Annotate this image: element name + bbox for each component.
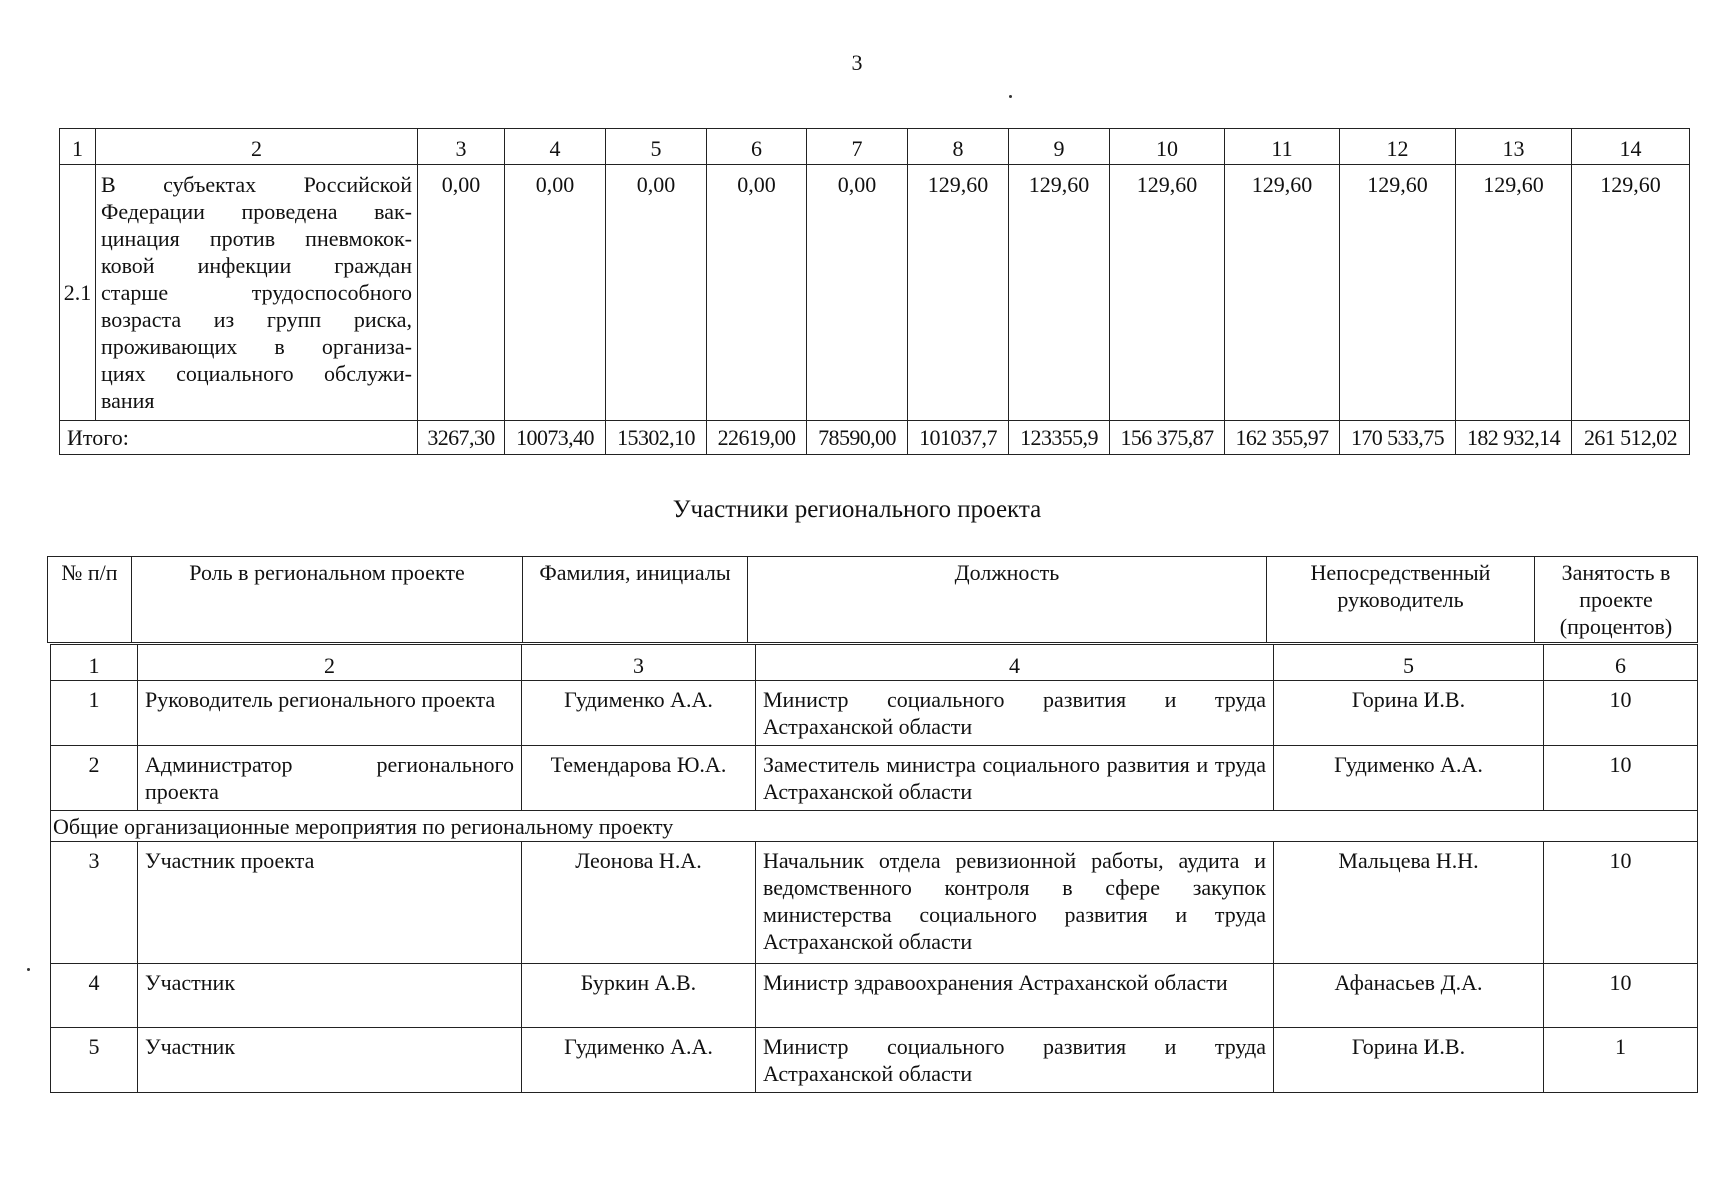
- description-line: старше трудоспособного: [101, 280, 412, 305]
- total-value: 101037,7: [908, 421, 1009, 455]
- participants-header-table: [47, 556, 1698, 643]
- participant-no: 3: [51, 842, 138, 964]
- description-line: вания: [101, 388, 155, 413]
- participant-name: Гудименко А.А.: [522, 681, 756, 746]
- description-line: В субъектах Российской: [101, 172, 412, 197]
- column-number: 4: [756, 645, 1274, 681]
- section-label: Общие организационные мероприятия по региональному проекту: [51, 811, 1698, 842]
- funding-value: 0,00: [606, 165, 707, 421]
- participant-row: [51, 681, 1698, 746]
- header-no: № п/п: [48, 557, 132, 643]
- description-line: ковой инфекции граждан: [101, 253, 412, 278]
- header-role: Роль в региональном проекте: [132, 557, 523, 643]
- funding-value: 0,00: [505, 165, 606, 421]
- total-label: Итого:: [60, 421, 418, 455]
- funding-value: 129,60: [1110, 165, 1225, 421]
- participant-employment: 10: [1544, 746, 1698, 811]
- participant-manager: Афанасьев Д.А.: [1274, 964, 1544, 1028]
- scan-speck: [27, 968, 30, 971]
- funding-value: 0,00: [707, 165, 807, 421]
- participant-no: 2: [51, 746, 138, 811]
- column-number: 6: [1544, 645, 1698, 681]
- funding-row-description: [96, 165, 418, 421]
- participant-employment: 10: [1544, 681, 1698, 746]
- total-value: 10073,40: [505, 421, 606, 455]
- participants-header-row: [48, 557, 1698, 643]
- total-value: 156 375,87: [1110, 421, 1225, 455]
- funding-value: 129,60: [908, 165, 1009, 421]
- funding-col-number: 8: [908, 129, 1009, 165]
- participant-employment: 10: [1544, 842, 1698, 964]
- total-value: 15302,10: [606, 421, 707, 455]
- funding-col-number: 9: [1009, 129, 1110, 165]
- funding-col-number: 6: [707, 129, 807, 165]
- participant-name: Буркин А.В.: [522, 964, 756, 1028]
- participant-row: [51, 842, 1698, 964]
- column-number: 5: [1274, 645, 1544, 681]
- total-value: 22619,00: [707, 421, 807, 455]
- total-value: 170 533,75: [1340, 421, 1456, 455]
- participant-name: Гудименко А.А.: [522, 1028, 756, 1093]
- total-value: 182 932,14: [1456, 421, 1572, 455]
- total-value: 3267,30: [418, 421, 505, 455]
- participant-employment: 1: [1544, 1028, 1698, 1093]
- funding-header-row: [60, 129, 1690, 165]
- description-line: возраста из групп риска,: [101, 307, 412, 332]
- total-value: 162 355,97: [1225, 421, 1340, 455]
- funding-table: [59, 128, 1690, 455]
- participant-role: Участник: [138, 964, 522, 1028]
- participant-employment: 10: [1544, 964, 1698, 1028]
- description-line: цинация против пневмокок-: [101, 226, 412, 251]
- description-line: Федерации проведена вак-: [101, 199, 412, 224]
- participants-table: [50, 644, 1698, 1093]
- participant-position: Заместитель министра социального развития и труда Астраханской области: [756, 746, 1274, 811]
- scan-speck: [1009, 95, 1012, 98]
- funding-col-number: 2: [96, 129, 418, 165]
- participants-title: Участники регионального проекта: [672, 496, 1042, 523]
- funding-col-number: 11: [1225, 129, 1340, 165]
- funding-col-number: 13: [1456, 129, 1572, 165]
- participant-position: Министр здравоохранения Астраханской области: [756, 964, 1274, 1028]
- page-number: 3: [851, 50, 863, 75]
- section-row: [51, 811, 1698, 842]
- participant-manager: Горина И.В.: [1274, 681, 1544, 746]
- funding-col-number: 1: [60, 129, 96, 165]
- funding-value: 129,60: [1572, 165, 1690, 421]
- funding-value: 129,60: [1009, 165, 1110, 421]
- funding-value: 129,60: [1225, 165, 1340, 421]
- funding-total-row: [60, 421, 1690, 455]
- funding-value: 129,60: [1340, 165, 1456, 421]
- header-manager: Непосредственный руководитель: [1267, 557, 1535, 643]
- participant-position: Министр социального развития и труда Астраханской области: [756, 1028, 1274, 1093]
- funding-col-number: 7: [807, 129, 908, 165]
- funding-col-number: 3: [418, 129, 505, 165]
- participant-position: Начальник отдела ревизионной работы, аудита и ведомственного контроля в сфере закупок министерства социального развития и труда Астраханской области: [756, 842, 1274, 964]
- column-number: 1: [51, 645, 138, 681]
- participant-manager: Горина И.В.: [1274, 1028, 1544, 1093]
- column-number: 3: [522, 645, 756, 681]
- participants-column-numbers: [51, 645, 1698, 681]
- funding-col-number: 5: [606, 129, 707, 165]
- total-value: 78590,00: [807, 421, 908, 455]
- participant-role: Руководитель регионального проекта: [138, 681, 522, 746]
- header-position: Должность: [748, 557, 1267, 643]
- funding-col-number: 14: [1572, 129, 1690, 165]
- participant-no: 5: [51, 1028, 138, 1093]
- header-name: Фамилия, инициалы: [523, 557, 748, 643]
- participant-role: Администратор регионального проекта: [138, 746, 522, 811]
- participant-role: Участник проекта: [138, 842, 522, 964]
- participant-role: Участник: [138, 1028, 522, 1093]
- funding-value: 0,00: [807, 165, 908, 421]
- participant-row: [51, 746, 1698, 811]
- funding-col-number: 12: [1340, 129, 1456, 165]
- header-employment: Занятость в проекте (процентов): [1535, 557, 1698, 643]
- participant-manager: Мальцева Н.Н.: [1274, 842, 1544, 964]
- participant-no: 1: [51, 681, 138, 746]
- participant-name: Леонова Н.А.: [522, 842, 756, 964]
- funding-row-number: 2.1: [60, 165, 96, 421]
- funding-value: 129,60: [1456, 165, 1572, 421]
- participant-manager: Гудименко А.А.: [1274, 746, 1544, 811]
- participant-no: 4: [51, 964, 138, 1028]
- participant-name: Темендарова Ю.А.: [522, 746, 756, 811]
- participant-row: [51, 1028, 1698, 1093]
- funding-row: [60, 165, 1690, 421]
- total-value: 261 512,02: [1572, 421, 1690, 455]
- description-line: циях социального обслужи-: [101, 361, 412, 386]
- description-line: проживающих в организа-: [101, 334, 412, 359]
- participant-position: Министр социального развития и труда Астраханской области: [756, 681, 1274, 746]
- funding-col-number: 10: [1110, 129, 1225, 165]
- funding-col-number: 4: [505, 129, 606, 165]
- funding-value: 0,00: [418, 165, 505, 421]
- participant-row: [51, 964, 1698, 1028]
- total-value: 123355,9: [1009, 421, 1110, 455]
- column-number: 2: [138, 645, 522, 681]
